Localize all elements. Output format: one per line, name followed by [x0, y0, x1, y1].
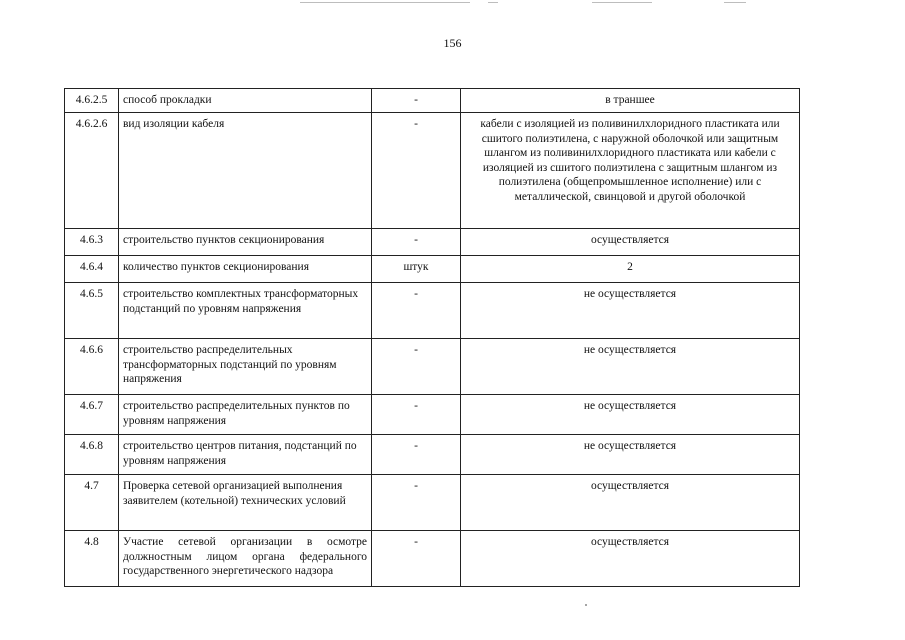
- row-name: строительство комплектных трансформаторных подстанций по уровням напряжения: [119, 283, 372, 339]
- row-number: 4.6.8: [65, 435, 119, 475]
- row-unit: -: [372, 475, 461, 531]
- table-row: [65, 256, 800, 283]
- row-value: осуществляется: [461, 531, 800, 587]
- row-number: 4.7: [65, 475, 119, 531]
- row-name: строительство центров питания, подстанций по уровням напряжения: [119, 435, 372, 475]
- row-value: осуществляется: [461, 229, 800, 256]
- row-value: осуществляется: [461, 475, 800, 531]
- row-name: строительство пунктов секционирования: [119, 229, 372, 256]
- row-unit: -: [372, 531, 461, 587]
- row-value: не осуществляется: [461, 395, 800, 435]
- row-number: 4.6.4: [65, 256, 119, 283]
- row-unit: -: [372, 283, 461, 339]
- scan-line-4: [724, 2, 746, 3]
- row-number: 4.6.5: [65, 283, 119, 339]
- row-value: не осуществляется: [461, 283, 800, 339]
- row-name: способ прокладки: [119, 89, 372, 113]
- row-number: 4.6.2.5: [65, 89, 119, 113]
- scan-line-1: [300, 2, 470, 3]
- row-name: Участие сетевой организации в осмотре должностным лицом органа федерального государственного энергетического надзора: [119, 531, 372, 587]
- row-name: Проверка сетевой организацией выполнения заявителем (котельной) технических условий: [119, 475, 372, 531]
- page-number: 156: [443, 36, 462, 50]
- row-unit: штук: [372, 256, 461, 283]
- scan-line-3: [592, 2, 652, 3]
- row-number: 4.8: [65, 531, 119, 587]
- row-unit: -: [372, 395, 461, 435]
- row-value: не осуществляется: [461, 435, 800, 475]
- row-unit: -: [372, 113, 461, 229]
- table-row: [65, 435, 800, 475]
- table-row: [65, 339, 800, 395]
- row-unit: -: [372, 339, 461, 395]
- row-name: строительство распределительных трансформаторных подстанций по уровням напряжения: [119, 339, 372, 395]
- scan-line-2: [488, 2, 498, 3]
- row-number: 4.6.7: [65, 395, 119, 435]
- table-row: [65, 475, 800, 531]
- scan-speck: [585, 604, 587, 606]
- row-value: 2: [461, 256, 800, 283]
- row-name: вид изоляции кабеля: [119, 113, 372, 229]
- row-unit: -: [372, 435, 461, 475]
- row-number: 4.6.3: [65, 229, 119, 256]
- table-row: [65, 113, 800, 229]
- row-name: строительство распределительных пунктов по уровням напряжения: [119, 395, 372, 435]
- parameters-table: [64, 88, 800, 587]
- table-row: [65, 395, 800, 435]
- row-number: 4.6.2.6: [65, 113, 119, 229]
- row-value: в траншее: [461, 89, 800, 113]
- table-row: [65, 229, 800, 256]
- row-value: кабели с изоляцией из поливинилхлоридного пластиката или сшитого полиэтилена, с наружной оболочкой или защитным шлангом из поливинилхлоридного пластиката или кабели с изоляцией из сшитого полиэтилена с защитным шлангом из полиэтилена (общепромышленное исполнение) или с металлической, свинцовой и другой оболочкой: [461, 113, 800, 229]
- table-row: [65, 531, 800, 587]
- table-row: [65, 89, 800, 113]
- table-row: [65, 283, 800, 339]
- row-value: не осуществляется: [461, 339, 800, 395]
- row-number: 4.6.6: [65, 339, 119, 395]
- row-unit: -: [372, 89, 461, 113]
- row-name: количество пунктов секционирования: [119, 256, 372, 283]
- row-unit: -: [372, 229, 461, 256]
